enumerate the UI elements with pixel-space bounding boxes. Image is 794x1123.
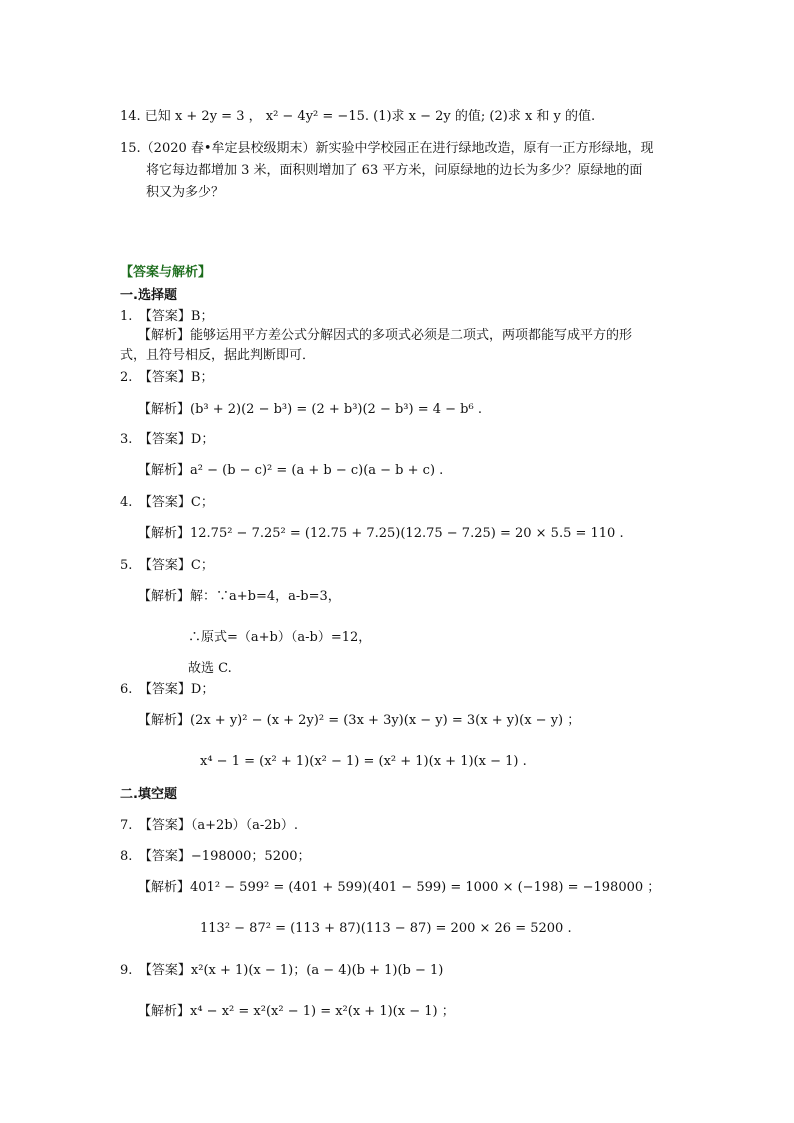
explanation-2: 【解析】(b³ + 2)(2 − b³) = (2 + b³)(2 − b³) = 4 − b⁶ . — [138, 402, 482, 417]
explanation-3: 【解析】a² − (b − c)² = (a + b − c)(a − b + c) . — [138, 463, 444, 478]
answer-9: 9. 【答案】x²(x + 1)(x − 1)；(a − 4)(b + 1)(b − 1) — [120, 963, 444, 978]
explanation-6-line1: 【解析】(2x + y)² − (x + 2y)² = (3x + 3y)(x − y) = 3(x + y)(x − y) ； — [138, 713, 581, 728]
answer-2: 2. 【答案】B； — [120, 370, 214, 385]
explanation-9: 【解析】x⁴ − x² = x²(x² − 1) = x²(x + 1)(x − 1) ； — [138, 1004, 455, 1019]
explanation-8-line2: 113² − 87² = (113 + 87)(113 − 87) = 200 × 26 = 5200 . — [200, 921, 572, 936]
section-fill: 二.填空题 — [120, 787, 177, 802]
answer-8: 8. 【答案】−198000；5200； — [120, 849, 311, 864]
explanation-1-line1: 【解析】能够运用平方差公式分解因式的多项式必须是二项式，两项都能写成平方的形 — [138, 328, 633, 343]
answer-6: 6. 【答案】D； — [120, 682, 215, 697]
answer-1: 1. 【答案】B； — [120, 309, 214, 324]
problem-15-line2: 将它每边都增加 3 米，面积则增加了 63 平方米，问原绿地的边长为多少？原绿地的面 — [146, 163, 643, 178]
explanation-8-line1: 【解析】401² − 599² = (401 + 599)(401 − 599) = 1000 × (−198) = −198000 ； — [138, 880, 661, 895]
problem-14: 14. 已知 x + 2y = 3 ， x² − 4y² = −15. (1)求 x − 2y 的值; (2)求 x 和 y 的值. — [120, 109, 596, 124]
answers-header: 【答案与解析】 — [120, 265, 212, 280]
answer-3: 3. 【答案】D； — [120, 432, 215, 447]
explanation-4: 【解析】12.75² − 7.25² = (12.75 + 7.25)(12.75 − 7.25) = 20 × 5.5 = 110 . — [138, 526, 624, 541]
problem-15-line1: 15.（2020 春•牟定县校级期末）新实验中学校园正在进行绿地改造，原有一正方形绿地，现 — [120, 141, 654, 156]
explanation-6-line2: x⁴ − 1 = (x² + 1)(x² − 1) = (x² + 1)(x + 1)(x − 1) . — [200, 754, 527, 769]
explanation-5-line1: 【解析】解：∵a+b=4，a-b=3， — [138, 589, 341, 604]
problem-15-line3: 积又为多少？ — [146, 185, 225, 200]
explanation-1-line2: 式，且符号相反，据此判断即可． — [120, 348, 316, 363]
section-choice: 一.选择题 — [120, 288, 177, 303]
answer-4: 4. 【答案】C； — [120, 495, 214, 510]
answer-7: 7. 【答案】（a+2b）（a-2b）. — [120, 818, 299, 833]
explanation-5-line2: ∴原式=（a+b）（a-b）=12， — [188, 630, 372, 645]
explanation-5-line3: 故选 C. — [188, 661, 232, 676]
answer-5: 5. 【答案】C； — [120, 558, 214, 573]
